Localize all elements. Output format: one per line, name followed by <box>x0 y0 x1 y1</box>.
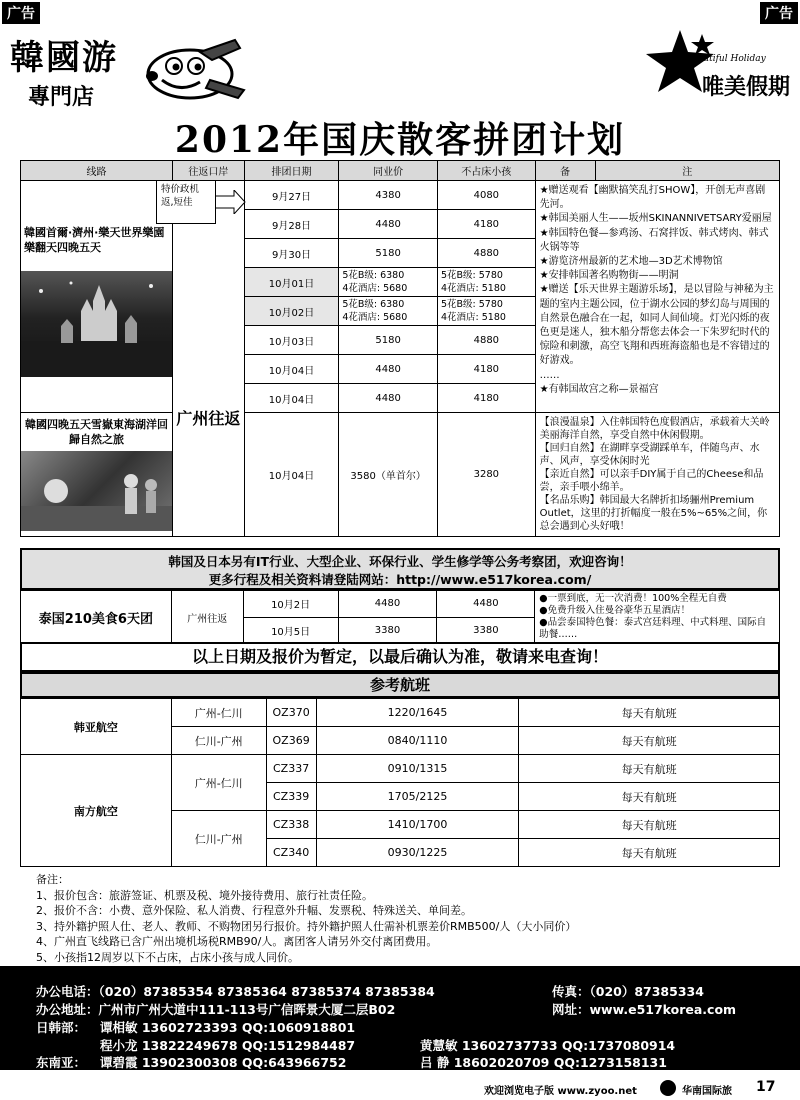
child-line: 4花酒店: 5180 <box>440 283 506 294</box>
col-port: 往返口岸 <box>173 161 245 181</box>
korea-contact-2: 程小龙 13822249678 QQ:1512984487 <box>100 1038 356 1053</box>
flight-freq: 每天有航班 <box>519 755 780 783</box>
airline-name: 南方航空 <box>21 755 172 867</box>
remarks <box>36 872 576 965</box>
sea-contact-1: 谭碧霞 13902300308 QQ:643966752 <box>100 1055 347 1070</box>
row-date: 10月03日 <box>244 326 339 355</box>
note-item: 【名品乐购】韩国最大名牌折扣场骊州Premium Outlet，这里的打折幅度一般在5%~65%之间，你总会遇到心头好哦！ <box>539 495 768 532</box>
route1-notes <box>535 181 779 413</box>
airline-name: 韩亚航空 <box>21 699 172 755</box>
korea-contact-1: 谭相敏 13602723393 QQ:1060918801 <box>100 1020 356 1035</box>
row-child: 3280 <box>437 413 535 537</box>
col-price: 同业价 <box>339 161 438 181</box>
table-row <box>21 755 780 783</box>
flight-route: 仁川-广州 <box>171 811 266 867</box>
row-date: 10月2日 <box>243 591 338 618</box>
remarks-title: 备注： <box>36 873 69 886</box>
row-child: 4180 <box>437 355 535 384</box>
flights-table <box>20 698 780 867</box>
schedule-header-row <box>21 161 780 181</box>
note-item: ★韩国美丽人生——坂州SKINANNIVETSARY爱丽屋 <box>539 213 772 225</box>
flight-code: CZ338 <box>266 811 316 839</box>
flights-title: 参考航班 <box>20 672 780 698</box>
port-label: 广州往返 <box>176 408 241 428</box>
row-price: 4480 <box>339 355 438 384</box>
row-child <box>437 297 535 326</box>
flight-time: 0930/1225 <box>316 839 519 867</box>
row-date: 10月04日 <box>244 355 339 384</box>
note-item: ●品尝泰国特色餐：泰式宫廷料理、中式料理、国际自助餐…… <box>539 617 767 640</box>
castle-silhouette-icon <box>21 271 172 377</box>
row-price <box>339 268 438 297</box>
thai-route: 泰国210美食6天团 <box>21 591 172 644</box>
row-child: 4880 <box>437 239 535 268</box>
thai-table <box>20 590 780 644</box>
row-price <box>339 297 438 326</box>
flight-route: 广州-仁川 <box>171 755 266 811</box>
row-date: 10月04日 <box>244 384 339 413</box>
special-price-callout: 特价政机返,短佳 <box>156 180 216 224</box>
table-row <box>21 699 780 727</box>
col-route: 线路 <box>21 161 173 181</box>
col-date: 排团日期 <box>244 161 339 181</box>
footer <box>0 1076 800 1100</box>
page-number: 17 <box>756 1079 776 1095</box>
row-child: 3380 <box>437 617 535 644</box>
flight-time: 1220/1645 <box>316 699 519 727</box>
airplane-mascot-icon <box>140 36 250 106</box>
row-child: 4480 <box>437 591 535 618</box>
row-price: 3380 <box>338 617 437 644</box>
port-cell <box>173 181 245 537</box>
website: 网址：www.e517korea.com <box>552 1002 737 1017</box>
flight-code: CZ337 <box>266 755 316 783</box>
route1-name: 韓國首爾·濟州·樂天世界樂園樂翻天四晚五天 <box>24 226 165 254</box>
table-row <box>21 181 780 210</box>
footer-browse: 欢迎浏览电子版 www.zyoo.net <box>484 1086 637 1097</box>
flight-code: OZ370 <box>266 699 316 727</box>
row-child <box>437 268 535 297</box>
flight-time: 1705/2125 <box>316 783 519 811</box>
arrow-right-icon <box>216 190 246 214</box>
row-date: 9月28日 <box>244 210 339 239</box>
flight-route: 广州-仁川 <box>171 699 266 727</box>
note-item: ●免费升级入住曼谷豪华五星酒店！ <box>539 605 691 616</box>
route2-cell <box>21 413 173 537</box>
flight-freq: 每天有航班 <box>519 699 780 727</box>
flight-code: CZ339 <box>266 783 316 811</box>
note-item: ★赠送观看【幽默搞笑乱打SHOW】，开创无声喜剧先河。 <box>539 185 766 211</box>
row-date: 10月02日 <box>244 297 339 326</box>
office-phone: 办公电话：（020）87385354 87385364 87385374 87385384 <box>36 984 435 999</box>
inquiry-line1: 韩国及日本另有IT行业、大型企业、环保行业、学生修学等公务考察团，欢迎咨询！ <box>168 554 632 569</box>
people-photo-icon <box>21 451 172 531</box>
paper-logo-icon <box>660 1080 676 1096</box>
fax: 传真：（020）87385334 <box>552 984 704 999</box>
flight-time: 0840/1110 <box>316 727 519 755</box>
table-row <box>21 591 780 618</box>
brand-name: 韓國游 <box>10 38 118 78</box>
row-child: 4180 <box>437 384 535 413</box>
note-item: …… <box>539 369 560 381</box>
flight-code: CZ340 <box>266 839 316 867</box>
sea-contact-2: 吕 静 18602020709 QQ:1273158131 <box>420 1055 667 1070</box>
row-date: 9月30日 <box>244 239 339 268</box>
flight-code: OZ369 <box>266 727 316 755</box>
flight-time: 1410/1700 <box>316 811 519 839</box>
row-date: 10月01日 <box>244 268 339 297</box>
flight-route: 仁川-广州 <box>171 727 266 755</box>
row-price: 5180 <box>339 326 438 355</box>
note-item: 【亲近自然】可以亲手DIY属于自己的Cheese和品尝，亲手喂小绵羊。 <box>539 469 764 493</box>
row-price: 4480 <box>339 210 438 239</box>
ad-tag-left: 广告 <box>2 2 40 24</box>
sea-dept-label: 东南亚： <box>36 1055 87 1070</box>
remark-item: 1、报价包含：旅游签证、机票及税、境外接待费用、旅行社责任险。 <box>36 888 373 902</box>
row-price: 4480 <box>338 591 437 618</box>
child-line: 5花B级: 5780 <box>440 299 503 310</box>
flight-freq: 每天有航班 <box>519 839 780 867</box>
col-remark-a: 备 <box>535 161 595 181</box>
note-item: 【浪漫温泉】入住韩国特色度假酒店，承载着大关岭美丽海洋自然，享受自然中休闲假期。 <box>539 417 770 441</box>
row-date: 9月27日 <box>244 181 339 210</box>
row-date: 10月04日 <box>244 413 339 537</box>
flight-time: 0910/1315 <box>316 755 519 783</box>
logo-chinese: 唯美假期 <box>702 75 791 100</box>
note-item: ★有韩国故宫之称—景福宫 <box>539 383 659 395</box>
note-item: ★赠送【乐天世界主题游乐场】，是以冒险与神秘为主题的室内主题公园，位于湖水公园的梦幻岛与周围的自然景色融合在一起，如同人间仙境。灯光闪烁的夜色更是迷人，独木船分帮您去体会一下朱罗纪时代的惊险和刺激，高空飞翔和西班海盗船也是不容错过的好游戏。 <box>539 284 774 367</box>
route2-notes <box>535 413 779 537</box>
table-row <box>21 413 780 537</box>
lake-photo <box>21 451 172 531</box>
remark-item: 5、小孩指12周岁以下不占床，占床小孩与成人同价。 <box>36 950 299 964</box>
row-price: 5180 <box>339 239 438 268</box>
contact-box <box>0 966 800 1070</box>
note-item: ●一票到底，无一次消费！100%全程无自费 <box>539 593 727 604</box>
office-address: 办公地址：广州市广州大道中111-113号广信晖景大厦二层B02 <box>36 1002 396 1017</box>
route1-cell <box>21 181 173 413</box>
child-line: 4花酒店: 5180 <box>440 312 506 323</box>
col-child: 不占床小孩 <box>437 161 535 181</box>
child-line: 5花B级: 5780 <box>440 270 503 281</box>
row-child: 4880 <box>437 326 535 355</box>
price-line: 4花酒店: 5680 <box>342 312 408 323</box>
note-item: ★韩国特色餐—参鸡汤、石窝拌饭、韩式烤肉、韩式火锅等等 <box>539 227 769 253</box>
note-item: ★游览济州最新的艺术地—3D艺术博物馆 <box>539 256 723 268</box>
castle-photo <box>21 271 172 377</box>
price-line: 5花B级: 6380 <box>342 299 405 310</box>
col-remark-b: 注 <box>595 161 780 181</box>
flight-freq: 每天有航班 <box>519 783 780 811</box>
note-item: 【回归自然】在湖畔享受湖踩单车，伴随鸟声、水声、风声，享受休闲时光 <box>539 443 760 467</box>
brand-sub: 專門店 <box>28 84 95 110</box>
row-child: 4080 <box>437 181 535 210</box>
note-item: ★安排韩国著名购物街——明洞 <box>539 270 679 282</box>
thai-notes <box>535 591 780 644</box>
row-child: 4180 <box>437 210 535 239</box>
row-price: 4480 <box>339 384 438 413</box>
flight-freq: 每天有航班 <box>519 811 780 839</box>
route2-name: 韓國四晚五天雪嶽東海湖洋回歸自然之旅 <box>25 418 168 446</box>
korea-dept-label: 日韩部： <box>36 1020 87 1035</box>
korea-contact-3: 黄慧敏 13602737733 QQ:1737080914 <box>420 1038 676 1053</box>
thai-port: 广州往返 <box>171 591 243 644</box>
price-line: 5花B级: 6380 <box>342 270 405 281</box>
inquiry-banner <box>20 548 780 590</box>
remark-item: 3、持外籍护照人仕、老人、教师、不购物团另行报价。持外籍护照人仕需补机票差价RMB500/人（大小同价） <box>36 919 577 933</box>
ad-tag-right: 广告 <box>760 2 798 24</box>
remark-item: 2、报价不含：小费、意外保险、私人消费、行程意外升幅、发票税、特殊送关、单间差。 <box>36 904 472 917</box>
price-line: 4花酒店: 5680 <box>342 283 408 294</box>
schedule-table <box>20 160 780 537</box>
flight-freq: 每天有航班 <box>519 727 780 755</box>
confirm-banner: 以上日期及报价为暂定，以最后确认为准，敬请来电查询！ <box>20 642 780 672</box>
inquiry-line2: 更多行程及相关资料请登陆网站：http://www.e517korea.com/ <box>208 572 592 587</box>
remark-item: 4、广州直飞线路已含广州出境机场税RMB90/人。离团客人请另外交付离团费用。 <box>36 935 438 948</box>
row-date: 10月5日 <box>243 617 338 644</box>
row-price: 4380 <box>339 181 438 210</box>
page-title: 2012年国庆散客拼团计划 <box>174 119 626 161</box>
footer-paper: 华南国际旅 <box>682 1086 732 1097</box>
row-price: 3580（单首尔） <box>339 413 438 537</box>
logo-english: Beautiful Holiday <box>686 54 766 64</box>
